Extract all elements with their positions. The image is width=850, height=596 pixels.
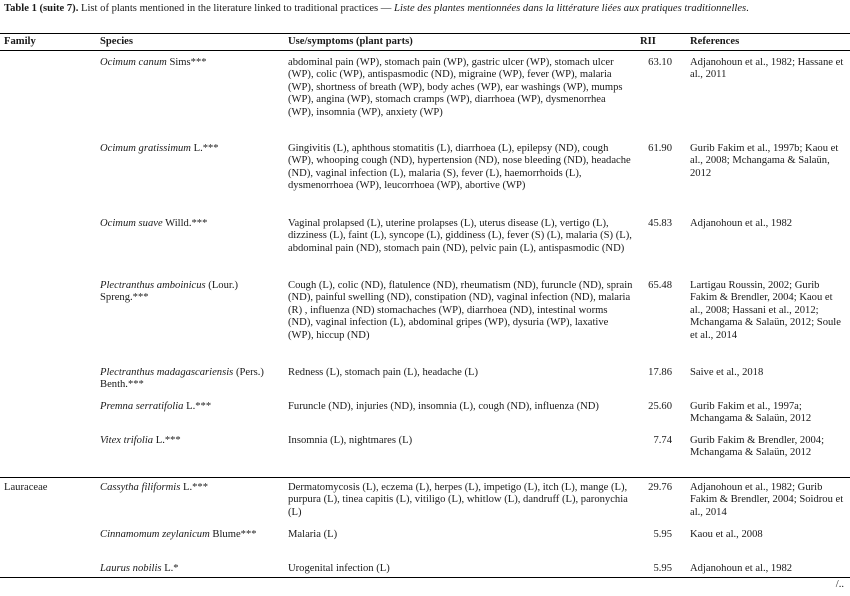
row-species (100, 563, 276, 575)
table-bottom-rule (0, 577, 850, 578)
row-species (100, 482, 276, 494)
caption-period: . (746, 3, 749, 14)
species-author: (Pers.) Benth.*** (100, 367, 264, 391)
row-use-symptoms: Dermatomycosis (L), eczema (L), herpes (L), impetigo (L), itch (L), mange (L), purpura (L), tinea capitis (L), vitiligo (L), whitlow (L), dandruff (L), paronychia (L) (288, 482, 628, 518)
row-references: Kaou et al., 2008 (690, 529, 763, 540)
row-references: Adjanohoun et al., 1982; Gurib Fakim & Brendler, 2004; Soidrou et al., 2014 (690, 482, 844, 518)
species-author: Willd.*** (165, 218, 208, 229)
row-species (100, 218, 276, 230)
row-rii: 5.95 (653, 563, 672, 574)
species-name: Ocimum canum (100, 57, 167, 68)
species-author: Sims*** (169, 57, 207, 68)
species-author: Blume*** (212, 529, 257, 540)
header-family: Family (4, 36, 36, 47)
species-name: Ocimum suave (100, 218, 163, 229)
row-references: Saive et al., 2018 (690, 367, 764, 378)
species-author: L.*** (186, 401, 212, 412)
species-author: L.* (164, 563, 179, 574)
row-use-symptoms: Cough (L), colic (ND), flatulence (ND), rheumatism (ND), furuncle (ND), sprain (ND), painful swelling (ND), constipation (ND), vaginal infection (ND), malaria (R) , influenza (ND) stomachaches (WP), diarrhoea (ND), intestinal worms (ND), vaginal infection (L), abdominal gripes (WP), dysuria (WP), laxative (WP), hiccup (ND) (288, 280, 633, 341)
caption-french: Liste des plantes mentionnées dans la littérature liées aux pratiques traditionnelles (394, 3, 747, 14)
caption-lead: Table 1 (suite 7). (4, 3, 79, 14)
row-species (100, 367, 276, 392)
header-references: References (690, 36, 740, 47)
continuation-mark: /.. (835, 579, 844, 590)
table-caption (4, 2, 846, 15)
row-species (100, 280, 276, 305)
row-species (100, 143, 276, 155)
species-author: L.*** (193, 143, 219, 154)
row-rii: 45.83 (648, 218, 672, 229)
row-rii: 7.74 (653, 435, 672, 446)
row-references: Gurib Fakim et al., 1997a; Mchangama & Salaün, 2012 (690, 401, 812, 425)
row-species (100, 529, 276, 541)
row-use-symptoms: abdominal pain (WP), stomach pain (WP), gastric ulcer (WP), stomach ulcer (WP), colic (WP), antispasmodic (ND), migraine (WP), fever (WP), malaria (WP), shortness of breath (WP), body aches (WP), ear washings (WP), mumps (WP), angina (WP), stomach cramps (WP), diarrhoea (WP), dysmenorrhea (WP), insomnia (WP), anxiety (WP) (288, 57, 623, 118)
family-separator-rule (0, 477, 850, 478)
header-use: Use/symptoms (plant parts) (288, 36, 413, 47)
species-name: Laurus nobilis (100, 563, 162, 574)
row-species (100, 435, 276, 447)
row-use-symptoms: Urogenital infection (L) (288, 563, 390, 574)
row-use-symptoms: Gingivitis (L), aphthous stomatitis (L), diarrhoea (L), epilepsy (ND), cough (WP), whooping cough (ND), hypertension (ND), nose bleeding (ND), headache (ND), vaginal infection (L), malaria (S), fever (L), haemorrhoids (L), dysmenorrhoea (WP), leucorrhoea (WP), abortive (WP) (288, 143, 631, 192)
row-references: Gurib Fakim & Brendler, 2004; Mchangama & Salaün, 2012 (690, 435, 825, 459)
row-rii: 17.86 (648, 367, 672, 378)
species-author: L.*** (155, 435, 181, 446)
row-rii: 5.95 (653, 529, 672, 540)
species-author: (Lour.) Spreng.*** (100, 280, 239, 304)
species-name: Plectranthus amboinicus (100, 280, 206, 291)
table-top-rule (0, 33, 850, 34)
species-name: Vitex trifolia (100, 435, 154, 446)
row-rii: 61.90 (648, 143, 672, 154)
row-use-symptoms: Redness (L), stomach pain (L), headache (L) (288, 367, 479, 378)
header-species: Species (100, 36, 133, 47)
header-rii: RII (640, 36, 656, 47)
row-references: Adjanohoun et al., 1982 (690, 563, 793, 574)
row-rii: 29.76 (648, 482, 672, 493)
header-rule (0, 50, 850, 51)
row-references: Gurib Fakim et al., 1997b; Kaou et al., 2008; Mchangama & Salaün, 2012 (690, 143, 839, 179)
row-rii: 25.60 (648, 401, 672, 412)
row-use-symptoms: Malaria (L) (288, 529, 338, 540)
row-references: Adjanohoun et al., 1982 (690, 218, 793, 229)
species-author: L.*** (183, 482, 209, 493)
row-rii: 65.48 (648, 280, 672, 291)
row-use-symptoms: Furuncle (ND), injuries (ND), insomnia (L), cough (ND), influenza (ND) (288, 401, 599, 412)
species-name: Premna serratifolia (100, 401, 184, 412)
row-use-symptoms: Insomnia (L), nightmares (L) (288, 435, 413, 446)
species-name: Ocimum gratissimum (100, 143, 191, 154)
row-references: Adjanohoun et al., 1982; Hassane et al., 2011 (690, 57, 844, 81)
row-family: Lauraceae (4, 482, 48, 493)
species-name: Plectranthus madagascariensis (100, 367, 234, 378)
species-name: Cassytha filiformis (100, 482, 181, 493)
row-species (100, 57, 276, 69)
row-references: Lartigau Roussin, 2002; Gurib Fakim & Brendler, 2004; Kaou et al., 2008; Hassani et al., 2012; Mchangama & Salaün, 2012; Soule et al., 2014 (690, 280, 841, 341)
row-use-symptoms: Vaginal prolapsed (L), uterine prolapses (L), uterus disease (L), vertigo (L), dizziness (L), faint (L), syncope (L), giddiness (L), fever (S) (L), malaria (S) (L), abdominal pain (ND), stomach pain (ND), pelvic pain (L), antispasmodic (ND) (288, 218, 632, 254)
row-rii: 63.10 (648, 57, 672, 68)
species-name: Cinnamomum zeylanicum (100, 529, 210, 540)
row-species (100, 401, 276, 413)
caption-english: List of plants mentioned in the literature linked to traditional practices — (81, 3, 392, 14)
